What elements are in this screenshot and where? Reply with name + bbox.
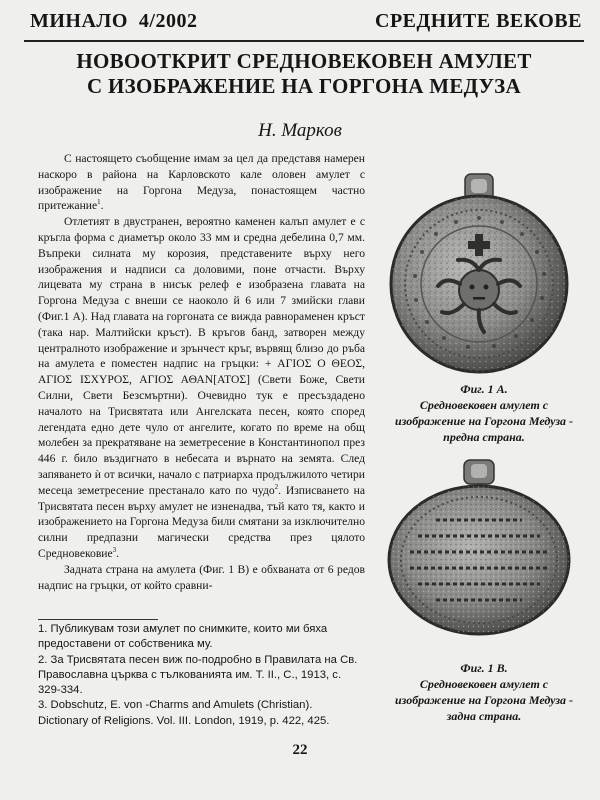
title-line-1: НОВООТКРИТ СРЕДНОВЕКОВЕН АМУЛЕТ: [76, 49, 532, 73]
figure-text-b: Средновековен амулет с изображение на Горгона Медуза - задна страна.: [395, 677, 573, 723]
figure-text-a: Средновековен амулет с изображение на Горгона Медуза - предна страна.: [395, 398, 573, 444]
page-number: 22: [292, 742, 308, 758]
section-name: СРЕДНИТЕ ВЕКОВЕ: [375, 10, 582, 32]
amulet-back-photo: [380, 458, 578, 638]
figure-caption-a: [395, 381, 573, 445]
issue-number: 4/2002: [138, 10, 198, 32]
article-body: [38, 151, 365, 593]
footnote-1: 1. Публикувам този амулет по снимките, които ми бяха предоставени от собственика му.: [38, 623, 328, 651]
footnote-3: 3. Dobschutz, E. von -Charms and Amulets (Christian). Dictionary of Religions. Vol. III. London, 1919, p. 422, 425.: [38, 699, 330, 727]
paragraph-1: С настоящето съобщение имам за цел да представя намерен наскоро в района на Карловското кале оловен амулет с изображение на Горгона Медуза, понастоящем частно притежание$^1$.: [38, 152, 365, 213]
figure-label-a: Фиг. 1 А.: [460, 382, 508, 396]
header-rule: [24, 40, 584, 42]
amulet-front-photo: [380, 172, 578, 374]
figure-label-b: Фиг. 1 В.: [460, 661, 508, 675]
journal-issue: [30, 10, 197, 33]
article-author: Н. Марков: [258, 120, 342, 141]
paragraph-3: Задната страна на амулета (Фиг. 1 В) е обхваната от 6 редов надпис на гръцки, от който сравни-: [38, 562, 365, 592]
footnote-rule: [38, 619, 158, 620]
footnote-ref-2: 2: [274, 482, 279, 491]
paragraph-2: Отлетият в двустранен, вероятно каменен калъп амулет е с кръгла форма с диаметър около 33 мм и средна дебелина 0,7 мм. Въпреки силната му корозия, представените върху него изображения и надписи са доловими, поне отчасти. Върху лицевата му страна в нисък релеф е изобразена главата на Горгона Медуза с внеши се наоколо й 6 или 7 змийски глави (Фиг.1 А). Над главата на горгоната се вижда равнораменен кръст (така нар. Малтийски кръст). В кръгов банд, затворен между централното изображение и зрънчест кръг, вървящ близо до ръба на амулета е поместен надпис на гръцки: + ΑΓΙΟΣ Ο ΘΕΟΣ, ΑΓΙΟΣ ΙΣΧΥΡΟΣ, ΑΓΙΟΣ ΑΘΑΝ[ΑΤΟΣ] (Свети Боже, Свети Силни, Свети Безсмъртни). Очевидно тук е пресъздадено началото на Трисвятата или Ангелската песен, която според легендата едно дете чуло от ангелите, когато по време на общ молебен за прекратяване на земетресение в Константинопол през 446 г. било въздигнато в небесата и върнато на земята. След запяването ѝ от всички, начало с патриарха продължилото четири месеца земетресение престанало като по чудо$^2$. Изписването на Трисвятата песен върху амулет не изненадва, тъй като тя, както и изображението на Горгона Медуза били смятани за изключително силни предпазни магически средства през цялото Средновековие$^3$.: [38, 215, 365, 560]
footnote-ref-3: 3: [112, 546, 117, 555]
figure-caption-b: [395, 660, 573, 724]
journal-name: МИНАЛО: [30, 10, 128, 32]
title-line-2: С ИЗОБРАЖЕНИЕ НА ГОРГОНА МЕДУЗА: [87, 74, 521, 98]
footnote-2: 2. За Трисвятата песен виж по-подробно в Правилата на Св. Православна църква с тълкованията им. Т. II., С., 1913, с. 329-334.: [38, 653, 358, 697]
footnote-ref-1: 1: [97, 198, 101, 207]
footnotes: [38, 622, 365, 729]
article-title: [24, 49, 584, 99]
running-head: [20, 6, 582, 36]
